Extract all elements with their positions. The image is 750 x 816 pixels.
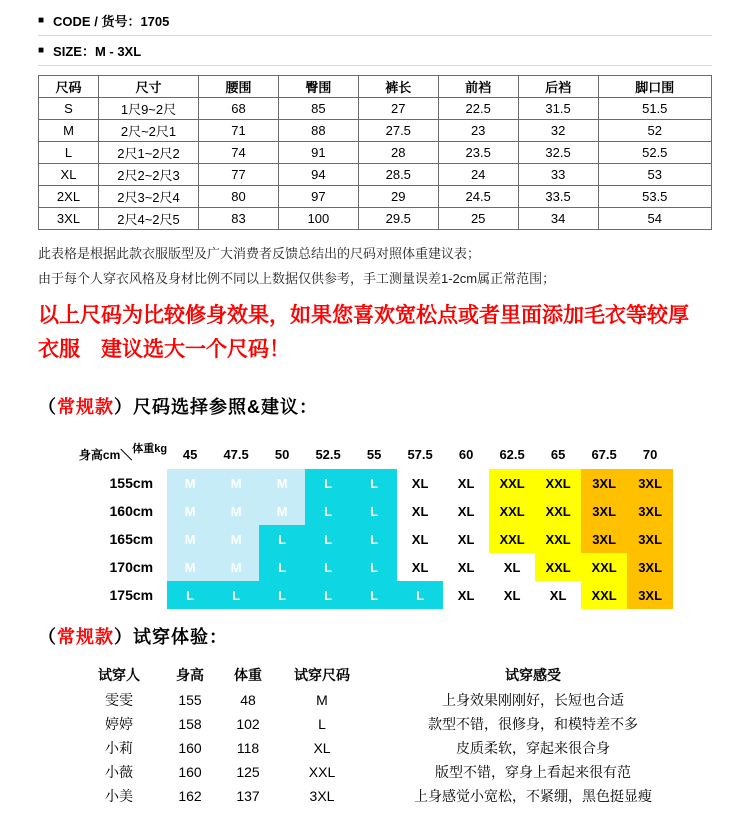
- size-table-cell: 3XL: [39, 208, 99, 230]
- size-table-header-cell: 臀围: [278, 76, 358, 98]
- square-bullet-icon: ■: [38, 14, 45, 26]
- fit-table-cell: 雯雯: [105, 692, 133, 708]
- code-header-row: [38, 6, 712, 35]
- size-table-cell: 24.5: [438, 186, 518, 208]
- matrix-size-cell: 3XL: [627, 553, 673, 581]
- size-table-row: [39, 186, 712, 208]
- size-table-cell: 32.5: [518, 142, 598, 164]
- height-weight-size-matrix: [77, 439, 673, 609]
- title-highlight: 常规款: [57, 397, 114, 417]
- matrix-size-cell: XL: [397, 497, 443, 525]
- title-paren-open: （: [38, 627, 57, 647]
- fit-table-cell: 版型不错，穿身上看起来很有范: [435, 764, 631, 780]
- size-guide-title: [38, 393, 712, 419]
- matrix-height-header: 155cm: [109, 475, 154, 491]
- matrix-size-cell: XL: [397, 469, 443, 497]
- matrix-size-cell: XL: [535, 581, 581, 609]
- size-table-cell: 52.5: [598, 142, 711, 164]
- size-table-row: [39, 120, 712, 142]
- size-table-header-row: [39, 76, 712, 98]
- fit-table-cell: 162: [178, 788, 202, 804]
- size-table-cell: 2XL: [39, 186, 99, 208]
- size-table-cell: 52: [598, 120, 711, 142]
- size-table-cell: 71: [199, 120, 279, 142]
- matrix-corner-cell: [77, 439, 167, 469]
- fit-table-cell: M: [316, 692, 328, 708]
- size-table-cell: 51.5: [598, 98, 711, 120]
- size-table-header-cell: 尺码: [39, 76, 99, 98]
- matrix-weight-header: 52.5: [315, 446, 341, 462]
- size-table-cell: M: [39, 120, 99, 142]
- matrix-size-cell: XL: [443, 553, 489, 581]
- size-table-header-cell: 尺寸: [99, 76, 199, 98]
- fit-table-row: [78, 688, 698, 712]
- matrix-size-cell: XXL: [535, 553, 581, 581]
- fit-table-row: [78, 784, 698, 808]
- matrix-weight-header: 62.5: [499, 446, 525, 462]
- matrix-size-cell: XL: [397, 553, 443, 581]
- fit-table-cell: 118: [236, 740, 260, 756]
- fit-table-row: [78, 712, 698, 736]
- matrix-size-cell: XXL: [535, 497, 581, 525]
- fit-table-cell: 3XL: [309, 788, 335, 804]
- size-table-cell: 27: [358, 98, 438, 120]
- fit-table-cell: XXL: [308, 764, 336, 780]
- matrix-height-header: 165cm: [109, 531, 154, 547]
- size-table-cell: 23: [438, 120, 518, 142]
- size-table-row: [39, 164, 712, 186]
- fit-table-header-cell: 身高: [176, 666, 204, 683]
- matrix-size-cell: L: [213, 581, 259, 609]
- size-table-cell: 31.5: [518, 98, 598, 120]
- size-table-cell: 74: [199, 142, 279, 164]
- matrix-size-cell: L: [167, 581, 213, 609]
- matrix-size-cell: XL: [443, 469, 489, 497]
- fit-table-header-cell: 试穿感受: [505, 666, 561, 683]
- fit-table-cell: 婷婷: [105, 716, 133, 732]
- matrix-size-cell: L: [259, 581, 305, 609]
- matrix-weight-header: 47.5: [223, 446, 249, 462]
- matrix-size-cell: L: [351, 525, 397, 553]
- size-header-row: [38, 36, 712, 65]
- size-table-cell: 34: [518, 208, 598, 230]
- size-table-cell: 83: [199, 208, 279, 230]
- matrix-size-cell: L: [305, 497, 351, 525]
- size-spec-table: [38, 75, 712, 230]
- size-table-cell: 1尺9~2尺: [99, 98, 199, 120]
- size-table-cell: 88: [278, 120, 358, 142]
- size-table-cell: 100: [278, 208, 358, 230]
- matrix-row: [77, 497, 673, 525]
- size-table-cell: 2尺2~2尺3: [99, 164, 199, 186]
- matrix-weight-header: 50: [274, 446, 290, 462]
- fit-table-header-cell: 试穿人: [98, 666, 140, 683]
- matrix-size-cell: M: [259, 469, 305, 497]
- title-paren-open: （: [38, 397, 57, 417]
- matrix-size-cell: L: [305, 469, 351, 497]
- size-table-cell: 54: [598, 208, 711, 230]
- matrix-row: [77, 469, 673, 497]
- size-table-cell: 33: [518, 164, 598, 186]
- size-table-cell: L: [39, 142, 99, 164]
- fit-table-cell: 小美: [105, 788, 133, 804]
- size-table-cell: 24: [438, 164, 518, 186]
- matrix-size-cell: 3XL: [581, 525, 627, 553]
- size-table-cell: 22.5: [438, 98, 518, 120]
- fit-table-cell: 102: [236, 716, 260, 732]
- fit-table-header-cell: 体重: [234, 666, 262, 683]
- matrix-size-cell: M: [213, 497, 259, 525]
- matrix-size-cell: 3XL: [581, 497, 627, 525]
- size-table-cell: 53: [598, 164, 711, 186]
- size-table-row: [39, 98, 712, 120]
- matrix-size-cell: M: [213, 525, 259, 553]
- fit-table-cell: 48: [240, 692, 256, 708]
- size-table-cell: 2尺4~2尺5: [99, 208, 199, 230]
- square-bullet-icon: ■: [38, 44, 45, 56]
- size-table-cell: 2尺~2尺1: [99, 120, 199, 142]
- divider: [38, 65, 712, 66]
- size-table-cell: 94: [278, 164, 358, 186]
- size-table-cell: 25: [438, 208, 518, 230]
- fit-table-cell: L: [318, 716, 326, 732]
- matrix-size-cell: L: [397, 581, 443, 609]
- size-table-cell: 53.5: [598, 186, 711, 208]
- matrix-size-cell: L: [259, 553, 305, 581]
- size-table-header-cell: 前裆: [438, 76, 518, 98]
- size-table-header-cell: 脚口围: [598, 76, 711, 98]
- matrix-size-cell: XL: [443, 581, 489, 609]
- fit-table-header-row: [78, 661, 698, 688]
- size-table-cell: 29.5: [358, 208, 438, 230]
- matrix-size-cell: M: [213, 553, 259, 581]
- size-table-cell: 80: [199, 186, 279, 208]
- size-table-row: [39, 142, 712, 164]
- fit-table-row: [78, 736, 698, 760]
- size-table-header-cell: 后裆: [518, 76, 598, 98]
- size-table-cell: 27.5: [358, 120, 438, 142]
- title-paren-close: ）: [114, 397, 133, 417]
- matrix-size-cell: L: [351, 581, 397, 609]
- warning-line: 衣服 建议选大一个尺码！: [38, 338, 290, 361]
- matrix-size-cell: XXL: [581, 553, 627, 581]
- matrix-size-cell: M: [259, 497, 305, 525]
- corner-weight-label: 体重kg: [132, 442, 168, 455]
- size-table-cell: 2尺1~2尺2: [99, 142, 199, 164]
- fit-table-cell: 上身效果刚刚好，长短也合适: [442, 692, 624, 708]
- matrix-row: [77, 525, 673, 553]
- size-range-label: SIZE：M - 3XL: [53, 44, 142, 59]
- matrix-size-cell: L: [351, 553, 397, 581]
- size-advice-warning: [38, 299, 712, 367]
- size-table-cell: 68: [199, 98, 279, 120]
- title-text: 试穿体验：: [133, 627, 228, 647]
- matrix-weight-header: 67.5: [591, 446, 617, 462]
- matrix-size-cell: XXL: [535, 469, 581, 497]
- fit-experience-table: [78, 661, 698, 808]
- size-table-cell: 28: [358, 142, 438, 164]
- matrix-size-cell: L: [351, 497, 397, 525]
- matrix-header-row: [77, 439, 673, 469]
- code-label: CODE / 货号：1705: [53, 14, 170, 29]
- matrix-size-cell: XXL: [489, 469, 535, 497]
- matrix-size-cell: L: [351, 469, 397, 497]
- title-text: 尺码选择参照&建议：: [133, 397, 318, 417]
- fit-table-cell: 125: [236, 764, 260, 780]
- fit-experience-title: [38, 623, 712, 649]
- matrix-size-cell: XL: [443, 497, 489, 525]
- matrix-size-cell: 3XL: [627, 525, 673, 553]
- note-line: 由于每个人穿衣风格及身材比例不同以上数据仅供参考，手工测量误差1-2cm属正常范围；: [38, 271, 556, 286]
- fit-table-cell: 款型不错，很修身，和模特差不多: [428, 716, 638, 732]
- matrix-size-cell: XXL: [535, 525, 581, 553]
- matrix-size-cell: XL: [397, 525, 443, 553]
- size-table-cell: S: [39, 98, 99, 120]
- matrix-weight-header: 55: [366, 446, 382, 462]
- matrix-size-cell: XL: [489, 581, 535, 609]
- corner-slash-icon: ＼: [120, 447, 133, 462]
- matrix-height-header: 170cm: [109, 559, 154, 575]
- size-table-cell: 33.5: [518, 186, 598, 208]
- matrix-size-cell: 3XL: [627, 469, 673, 497]
- matrix-size-cell: 3XL: [627, 581, 673, 609]
- matrix-size-cell: L: [259, 525, 305, 553]
- matrix-weight-header: 65: [550, 446, 566, 462]
- matrix-row: [77, 553, 673, 581]
- size-table-cell: 2尺3~2尺4: [99, 186, 199, 208]
- fit-table-cell: 158: [178, 716, 202, 732]
- matrix-size-cell: M: [167, 469, 213, 497]
- fit-table-cell: 小薇: [105, 764, 133, 780]
- fit-table-cell: 皮质柔软，穿起来很合身: [456, 740, 610, 756]
- fit-table-header-cell: 试穿尺码: [294, 666, 350, 683]
- matrix-height-header: 160cm: [109, 503, 154, 519]
- size-table-header-cell: 裤长: [358, 76, 438, 98]
- size-notes: [38, 241, 712, 291]
- fit-table-cell: 160: [178, 764, 202, 780]
- matrix-size-cell: XXL: [489, 497, 535, 525]
- size-table-cell: 28.5: [358, 164, 438, 186]
- warning-line: 以上尺码为比较修身效果，如果您喜欢宽松点或者里面添加毛衣等较厚: [38, 304, 689, 327]
- size-table-cell: 29: [358, 186, 438, 208]
- size-table-cell: 85: [278, 98, 358, 120]
- size-table-cell: 32: [518, 120, 598, 142]
- title-paren-close: ）: [114, 627, 133, 647]
- size-table-cell: 91: [278, 142, 358, 164]
- title-highlight: 常规款: [57, 627, 114, 647]
- matrix-size-cell: XXL: [489, 525, 535, 553]
- matrix-weight-header: 57.5: [407, 446, 433, 462]
- matrix-row: [77, 581, 673, 609]
- size-table-row: [39, 208, 712, 230]
- corner-height-label: 身高cm: [78, 447, 121, 462]
- size-table-cell: 77: [199, 164, 279, 186]
- size-table-header-cell: 腰围: [199, 76, 279, 98]
- fit-table-cell: 上身感觉小宽松，不紧绷，黑色挺显瘦: [414, 788, 652, 804]
- matrix-size-cell: L: [305, 581, 351, 609]
- fit-table-cell: 137: [236, 788, 260, 804]
- matrix-size-cell: L: [305, 525, 351, 553]
- fit-table-row: [78, 760, 698, 784]
- matrix-height-header: 175cm: [109, 587, 154, 603]
- matrix-size-cell: XXL: [581, 581, 627, 609]
- matrix-weight-header: 45: [182, 446, 198, 462]
- size-table-cell: 97: [278, 186, 358, 208]
- fit-table-cell: 155: [178, 692, 202, 708]
- fit-table-cell: 160: [178, 740, 202, 756]
- matrix-size-cell: XL: [443, 525, 489, 553]
- matrix-weight-header: 60: [458, 446, 474, 462]
- matrix-size-cell: 3XL: [627, 497, 673, 525]
- matrix-weight-header: 70: [642, 446, 658, 462]
- matrix-size-cell: 3XL: [581, 469, 627, 497]
- note-line: 此表格是根据此款衣服版型及广大消费者反馈总结出的尺码对照体重建议表；: [38, 246, 481, 261]
- matrix-size-cell: L: [305, 553, 351, 581]
- size-table-cell: XL: [39, 164, 99, 186]
- matrix-size-cell: M: [213, 469, 259, 497]
- matrix-size-cell: M: [167, 553, 213, 581]
- matrix-size-cell: M: [167, 497, 213, 525]
- matrix-size-cell: M: [167, 525, 213, 553]
- fit-table-cell: 小莉: [105, 740, 133, 756]
- matrix-size-cell: XL: [489, 553, 535, 581]
- fit-table-cell: XL: [313, 740, 331, 756]
- size-table-cell: 23.5: [438, 142, 518, 164]
